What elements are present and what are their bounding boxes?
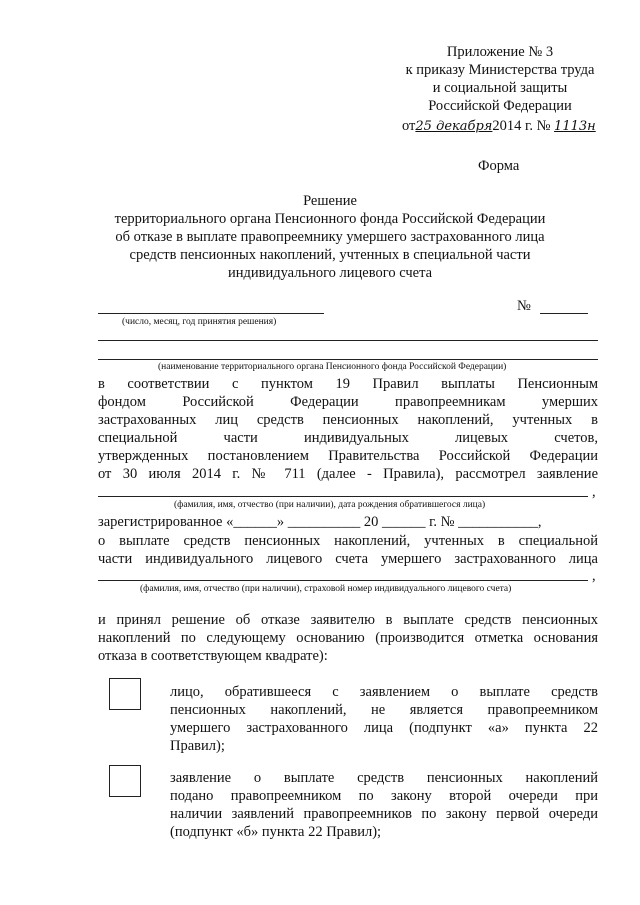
option-a-line-1: лицо, обратившееся с заявлением о выплате средств — [170, 684, 598, 700]
body-line-3: застрахованных лиц средств пенсионных накоплений, учтенных в — [98, 412, 598, 428]
decision-number-field[interactable] — [540, 313, 588, 314]
decision-line-3: отказа в соответствующем квадрате): — [98, 648, 328, 664]
option-a-line-2: пенсионных накоплений, не является правопреемником — [170, 702, 598, 718]
form-label: Форма — [478, 158, 520, 174]
organization-field-1[interactable] — [98, 340, 598, 341]
body-line-8: части индивидуального лицевого счета умершего застрахованного лица — [98, 551, 598, 567]
decision-line-2: накоплений по следующему основанию (производится отметка основания — [98, 630, 598, 646]
decision-date-field[interactable] — [98, 313, 324, 314]
deceased-comma: , — [592, 568, 596, 584]
appendix-number: Приложение № 3 — [446, 44, 554, 60]
option-a-line-4: Правил); — [170, 738, 225, 754]
registration-line[interactable]: зарегистрированное «______» __________ 20 ______ г. № ___________, — [98, 514, 542, 530]
ministry-line: и социальной защиты — [432, 80, 568, 96]
title-line-2: территориального органа Пенсионного фонда Российской Федерации — [114, 211, 546, 227]
option-a-checkbox[interactable] — [109, 678, 141, 710]
applicant-comma: , — [592, 484, 596, 500]
decision-line-1: и принял решение об отказе заявителю в выплате средств пенсионных — [98, 612, 598, 628]
option-b-checkbox[interactable] — [109, 765, 141, 797]
deceased-field[interactable] — [98, 580, 588, 581]
body-line-6: от 30 июля 2014 г. № 711 (далее - Правила), рассмотрел заявление — [98, 466, 598, 482]
title-line-4: средств пенсионных накоплений, учтенных в специальной части — [129, 247, 531, 263]
option-b-line-4: (подпункт «б» пункта 22 Правил); — [170, 824, 382, 840]
federation-line: Российской Федерации — [428, 98, 572, 114]
applicant-field[interactable] — [98, 496, 588, 497]
applicant-caption: (фамилия, имя, отчество (при наличии), дата рождения обратившегося лица) — [174, 500, 486, 510]
handwritten-order-number: 1113н — [554, 119, 596, 134]
title-line-5: индивидуального лицевого счета — [227, 265, 433, 281]
body-line-2: фондом Российской Федерации правопреемникам умерших — [98, 394, 598, 410]
organization-caption: (наименование территориального органа Пенсионного фонда Российской Федерации) — [158, 362, 507, 372]
order-line: к приказу Министерства труда — [405, 62, 595, 78]
date-prefix: от — [402, 118, 416, 134]
deceased-caption: (фамилия, имя, отчество (при наличии), страховой номер индивидуального лицевого счета) — [140, 584, 512, 594]
option-a-line-3: умершего застрахованного лица (подпункт «а» пункта 22 — [170, 720, 598, 736]
title-decision: Решение — [303, 193, 357, 209]
body-line-1: в соответствии с пунктом 19 Правил выплаты Пенсионным — [98, 376, 598, 392]
option-b-line-1: заявление о выплате средств пенсионных накоплений — [170, 770, 598, 786]
option-b-line-3: наличии заявлений правопреемников по закону первой очереди — [170, 806, 598, 822]
body-line-7: о выплате средств пенсионных накоплений, учтенных в специальной — [98, 533, 598, 549]
title-line-3: об отказе в выплате правопреемнику умершего застрахованного лица — [115, 229, 545, 245]
organization-field-2[interactable] — [98, 359, 598, 360]
decision-number-label: № — [517, 298, 531, 314]
body-line-5: утвержденных постановлением Правительства Российской Федерации — [98, 448, 598, 464]
option-b-line-2: подано правопреемником по закону второй очереди при — [170, 788, 598, 804]
handwritten-date: 25 декабря — [415, 119, 493, 134]
body-line-4: специальной части индивидуальных лицевых счетов, — [98, 430, 598, 446]
date-year: 2014 г. № — [492, 118, 551, 134]
decision-date-caption: (число, месяц, год принятия решения) — [122, 317, 277, 327]
order-date-line — [402, 118, 596, 135]
